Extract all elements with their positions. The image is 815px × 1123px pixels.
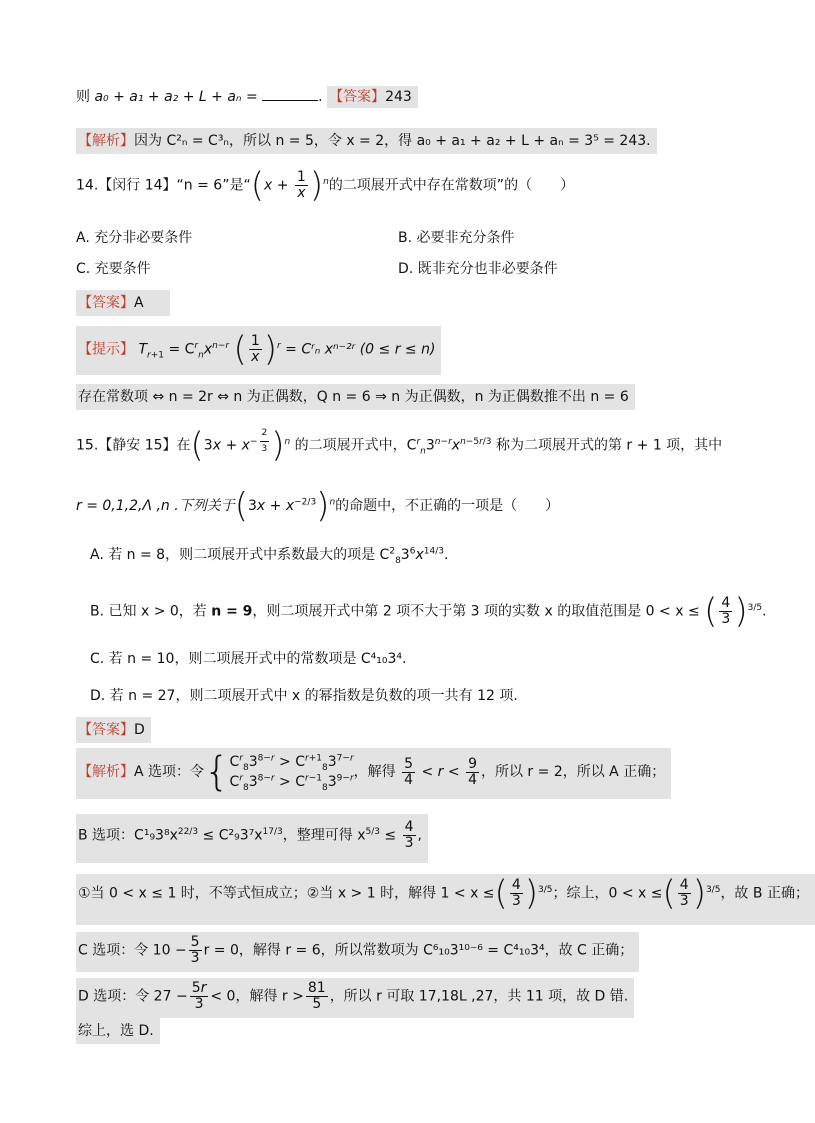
s1-tail: ，所以 r = 2，所以 A 正确； bbox=[480, 764, 666, 780]
s2-mid: ≤ C²₉3⁷x bbox=[202, 827, 263, 844]
q14-answer bbox=[76, 290, 170, 316]
hint-formula: = Cʳₙ xⁿ⁻²ʳ (0 ≤ r ≤ n) bbox=[285, 341, 436, 358]
question-15: 15.【静安 15】在($3x + x^{- \frac{2}{3}}$ )$^n$ 的二项展开式中，$C^r_n3^{n-r}x^{n-5r/3}$ 称为二项展开式的第 r + 1 项，其中 bbox=[76, 425, 723, 466]
s2-tail: ，整理可得 x bbox=[282, 827, 366, 844]
answer-tag: 【答案】 bbox=[78, 722, 134, 738]
s1-mid: ，解得 bbox=[353, 764, 396, 780]
s5-mid: < 0，解得 r > bbox=[210, 988, 304, 1005]
analysis-tag: 【解析】 bbox=[78, 133, 134, 149]
q14-option-b: B. 必要非充分条件 bbox=[398, 230, 515, 246]
q15-head: 15.【静安 15】在 bbox=[76, 437, 191, 454]
q15-l2-head: r = 0,1,2,Λ ,n .下列关于 bbox=[76, 498, 235, 514]
solution-line-4: C 选项：令 10 − $\frac{5}{3}$ r = 0，解得 r = 6，所以常数项为 C⁶₁₀3¹⁰⁻⁶ = C⁴₁₀3⁴，故 C 正确； bbox=[76, 932, 639, 972]
q15-option-c: C. 若 n = 10，则二项展开式中的常数项是 C⁴₁₀3⁴. bbox=[90, 651, 407, 667]
q14-option-c: C. 充要条件 bbox=[76, 261, 151, 277]
question-15-line-2: r = 0,1,2,Λ ,n .下列关于$(3x + x^{-2/3})^n$的命题中，不正确的一项是（ ） bbox=[76, 486, 560, 526]
answer-blank bbox=[262, 86, 318, 101]
analysis-text: 因为 C²ₙ = C³ₙ，所以 n = 5，令 x = 2，得 a₀ + a₁ + a₂ + L + aₙ = 3⁵ = 243. bbox=[134, 133, 651, 149]
solution-line-5: D 选项：令 27 − $\frac{5r}{3}$ < 0，解得 r > $\frac{81}{5}$ ，所以 r 可取 17,18L ,27，共 11 项，故 D 错. bbox=[76, 978, 634, 1018]
answer-value: 243 bbox=[385, 89, 412, 105]
q15-tail: 称为二项展开式的第 r + 1 项，其中 bbox=[495, 437, 723, 454]
text: 则 bbox=[76, 89, 90, 105]
s3-tail: ，故 B 正确； bbox=[720, 885, 809, 902]
question-14: 14.【闵行 14】“n = 6”是“(x + $\frac{1}{x}$ )$^n$的二项展开式中存在常数项”的（ ） bbox=[76, 165, 575, 206]
answer-value: A bbox=[134, 295, 144, 311]
q15-answer bbox=[76, 717, 151, 743]
solution-line-1: 【解析】A 选项：令{$C^r_83^{8-r} > C^{r+1}_83^{7-r}$ $C^r_83^{8-r} > C^{r-1}_83^{9-r}$，解得 $\frac{5}{4}$ < r < $\frac{9}{4}$ ，所以 r = 2，所以 A 正确； bbox=[76, 748, 671, 799]
analysis-tag: 【解析】 bbox=[78, 764, 134, 780]
paren-left: ( bbox=[250, 165, 264, 206]
option-bold: n = 9 bbox=[211, 603, 253, 620]
q14-head: 14.【闵行 14】“n = 6”是“ bbox=[76, 177, 251, 194]
s5-tail: ，所以 r 可取 17,18L ,27，共 11 项，故 D 错. bbox=[329, 988, 629, 1005]
analysis-line-1 bbox=[76, 128, 657, 154]
q14-note: 存在常数项 ⇔ n = 2r ⇔ n 为正偶数，Q n = 6 ⇒ n 为正偶数，n 为正偶数推不出 n = 6 bbox=[76, 384, 635, 410]
inequality-system: $C^r_83^{8-r} > C^{r+1}_83^{7-r}$ $C^r_83^{8-r} > C^{r-1}_83^{9-r}$ bbox=[229, 753, 354, 793]
solution-line-3: ①当 0 < x ≤ 1 时，不等式恒成立；②当 x > 1 时，解得 1 < x ≤( $\frac{4}{3}$ )$^{3/5}$；综上，0 < x ≤( $\frac{4}{3}$ )$^{3/5}$，故 B 正确； bbox=[76, 874, 815, 925]
paren-right: ) bbox=[309, 165, 324, 206]
option-text: A. 若 n = 8，则二项展开式中系数最大的项是 bbox=[90, 547, 376, 563]
formula: a₀ + a₁ + a₂ + L + aₙ = bbox=[94, 89, 258, 105]
solution-line-6: 综上，选 D. bbox=[76, 1018, 160, 1044]
answer-tag: 【答案】 bbox=[329, 89, 386, 105]
hint-tag: 【提示】 bbox=[78, 341, 134, 358]
option-tail: ，则二项展开式中第 2 项不大于第 3 项的实数 x 的取值范围是 0 < x ≤ bbox=[252, 603, 700, 620]
q15-option-b: B. 已知 x > 0，若 n = 9，则二项展开式中第 2 项不大于第 3 项的实数 x 的取值范围是 0 < x ≤ ( $\frac{4}{3}$ )$^{3/5}$. bbox=[90, 591, 767, 632]
s2-head: B 选项：C¹₉3⁸x bbox=[78, 827, 178, 844]
answer-value: D bbox=[134, 722, 145, 738]
q14-tail: 的二项展开式中存在常数项”的（ ） bbox=[328, 177, 575, 194]
line-1: 则 a₀ + a₁ + a₂ + L + aₙ = . 【答案】243 bbox=[76, 86, 418, 107]
q15-l2-tail: 的命题中，不正确的一项是（ ） bbox=[335, 498, 560, 514]
s4-head: C 选项：令 10 − bbox=[78, 942, 187, 959]
s1-head: A 选项：令 bbox=[134, 764, 205, 780]
q15-option-a: A. 若 n = 8，则二项展开式中系数最大的项是 $C^2_83^6x^{14/3}$. bbox=[90, 546, 449, 566]
q14-option-d: D. 既非充分也非必要条件 bbox=[398, 261, 558, 277]
fraction: $\frac{1}{x}$ bbox=[296, 169, 306, 201]
option-text: B. 已知 x > 0，若 bbox=[90, 603, 207, 620]
q14-option-a: A. 充分非必要条件 bbox=[76, 230, 193, 246]
s4-tail: r = 0，解得 r = 6，所以常数项为 C⁶₁₀3¹⁰⁻⁶ = C⁴₁₀3⁴，故 C 正确； bbox=[203, 942, 634, 959]
q15-option-d: D. 若 n = 27，则二项展开式中 x 的幂指数是负数的项一共有 12 项. bbox=[90, 688, 518, 704]
answer-tag: 【答案】 bbox=[78, 295, 134, 311]
q14-hint: 【提示】 $T_{r+1} = C^r_nx^{n-r}$ ( $\frac{1}{x}$ )$^r$ = Cʳₙ xⁿ⁻²ʳ (0 ≤ r ≤ n) bbox=[76, 326, 441, 375]
q15-mid: 的二项展开式中， bbox=[294, 437, 407, 454]
s3-mid: ；综上，0 < x ≤ bbox=[552, 885, 663, 902]
s3-head: ①当 0 < x ≤ 1 时，不等式恒成立；②当 x > 1 时，解得 1 < x ≤ bbox=[78, 885, 495, 902]
s5-head: D 选项：令 27 − bbox=[78, 988, 188, 1005]
solution-line-2: B 选项：$C^1_93^8x^{22/3} \le C^2_93^7x^{17/3}$，整理可得 $x^{5/3}$ ≤ $\frac{4}{3}$ , bbox=[76, 814, 428, 863]
